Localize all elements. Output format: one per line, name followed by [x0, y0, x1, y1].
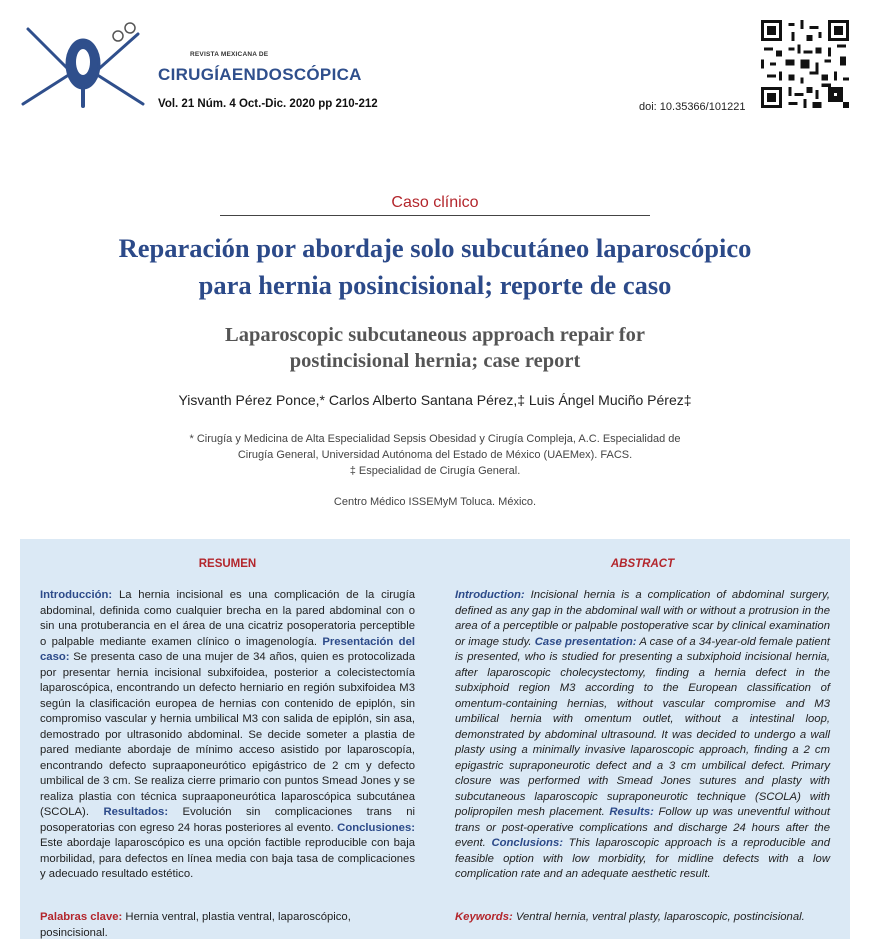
section-label: Resultados:	[103, 806, 169, 818]
journal-name: CIRUGÍAENDOSCÓPICA	[158, 65, 362, 84]
title-en-line: postincisional hernia; case report	[289, 350, 581, 372]
section-label: Presentación del caso:	[40, 635, 415, 663]
section-label: Conclusiones:	[337, 821, 415, 834]
keywords-text: Ventral hernia, ventral plasty, laparoscopic, postincisional.	[512, 911, 805, 923]
abstract-heading: ABSTRACT	[610, 558, 675, 570]
journal-subtitle: REVISTA MEXICANA DE	[190, 51, 269, 58]
section-text: Incisional hernia is a complication of abdominal surgery, defined as any gap in the abdominal wall with or without a protrusion in the area of a perceptible or palpable postoperative scar by clinical examination or image study.	[455, 589, 830, 648]
section-label: Results:	[609, 806, 654, 818]
section-text: La hernia incisional es una complicación de la cirugía abdominal, definida como cualquier brecha en la pared abdominal con o sin una protuberancia en el área de una cicatriz posoperatoria perceptible o palpable mediante examen clínico o imagenología.	[40, 589, 415, 648]
section-text: A case of a 34-year-old female patient is presented, who is studied for presenting a subxiphoid incisional hernia, after laparoscopic cholecystectomy, finding a hernia defect in the subxiphoid region M3 according to the European classification of omentum-containing hernias, without vascular compromise and M3 umbilical hernia with omentum outlet, without a intestinal loop, demonstrated by abdominal ultrasound. It was decided to undergo a wall plasty using a minimally invasive laparoscopic approach, finding a 2 cm epigastric supraponeurotic defect and a 3 cm umbilical defect. Primary closure was performed with Smead Jones sutures and plasty with subcutaneous laparoscopic supraponeurotic technique (SCOLA) with polipropilen mesh placement.	[455, 635, 831, 818]
article-type: Caso clínico	[391, 194, 479, 211]
page-title	[20, 230, 850, 304]
resumen-heading: RESUMEN	[198, 558, 257, 570]
section-text: This laparoscopic approach is a reproducible and feasible option with low morbidity, for midline defects with a low complication rate and an adequate aesthetic result.	[455, 837, 830, 880]
journal-logo	[18, 14, 148, 114]
institution: Centro Médico ISSEMyM Toluca. México.	[333, 496, 537, 508]
journal-volume: Vol. 21 Núm. 4 Oct.-Dic. 2020 pp 210-212	[158, 98, 378, 110]
affiliation-line: Cirugía General, Universidad Autónoma del Estado de México (UAEMex). FACS.	[237, 449, 633, 461]
authors: Yisvanth Pérez Ponce,* Carlos Alberto Santana Pérez,‡ Luis Ángel Muciño Pérez‡	[178, 392, 692, 408]
section-label: Case presentation:	[534, 635, 637, 648]
affiliations	[140, 431, 730, 479]
section-text: Se presenta caso de una mujer de 34 años, quien es protocolizada por presentar hernia incisional subxifoidea, posterior a colecistectomía laparoscópica, encontrando un defecto herniario en región subxifoidea M3 según la clasificación europea de hernias con contenido de epiplón, sin compromiso vascular y hernia umbilical M3 con salida de epiplón, sin asa, demostrado por ultrasonido abdominal. Se decide someter a plastia de pared mediante abordaje de mínimo acceso asistido por laparoscopía, encontrando defecto supraaponeurótico epigástrico de 2 cm y defecto umbilical de 3 cm. Se realiza cierre primario con puntos Smead Jones y se realiza plastia con técnica supraaponeurótica laparoscópica subcutánea (SCOLA).	[40, 651, 415, 818]
keywords-label: Keywords:	[455, 911, 513, 923]
section-label: Introduction:	[455, 589, 525, 601]
abstract-body	[455, 588, 830, 883]
section-text: Este abordaje laparoscópico es una opción factible reproducible con baja morbilidad, para defectos en línea media con baja tasa de complicaciones y adecuado resultado estético.	[40, 837, 415, 880]
title-en-line: Laparoscopic subcutaneous approach repair for	[225, 324, 645, 346]
title-es-line: para hernia posincisional; reporte de caso	[198, 270, 672, 300]
doi[interactable]: doi: 10.35366/101221	[639, 101, 746, 113]
section-text: Follow up was uneventful without trans or post-operative complications and discharge 24 hours after the event.	[455, 806, 831, 849]
keywords-en	[455, 910, 835, 926]
keywords-es	[40, 910, 420, 941]
section-text: Evolución sin complicaciones trans ni posoperatorias con egreso 24 horas posteriores al evento.	[40, 806, 415, 834]
section-label: Conclusions:	[491, 837, 564, 849]
divider	[220, 215, 650, 216]
affiliation-line: * Cirugía y Medicina de Alta Especialidad Sepsis Obesidad y Cirugía Compleja, A.C. Especialidad de	[189, 433, 681, 445]
english-title	[20, 322, 850, 374]
title-es-line: Reparación por abordaje solo subcutáneo laparoscópico	[118, 233, 752, 263]
affiliation-line: ‡ Especialidad de Cirugía General.	[349, 465, 521, 477]
section-label: Introducción:	[40, 589, 113, 601]
keywords-label: Palabras clave:	[40, 911, 123, 923]
qr-code	[761, 20, 849, 108]
resumen-body	[40, 588, 415, 883]
keywords-text: Hernia ventral, plastia ventral, laparoscópico, posincisional.	[40, 911, 351, 939]
